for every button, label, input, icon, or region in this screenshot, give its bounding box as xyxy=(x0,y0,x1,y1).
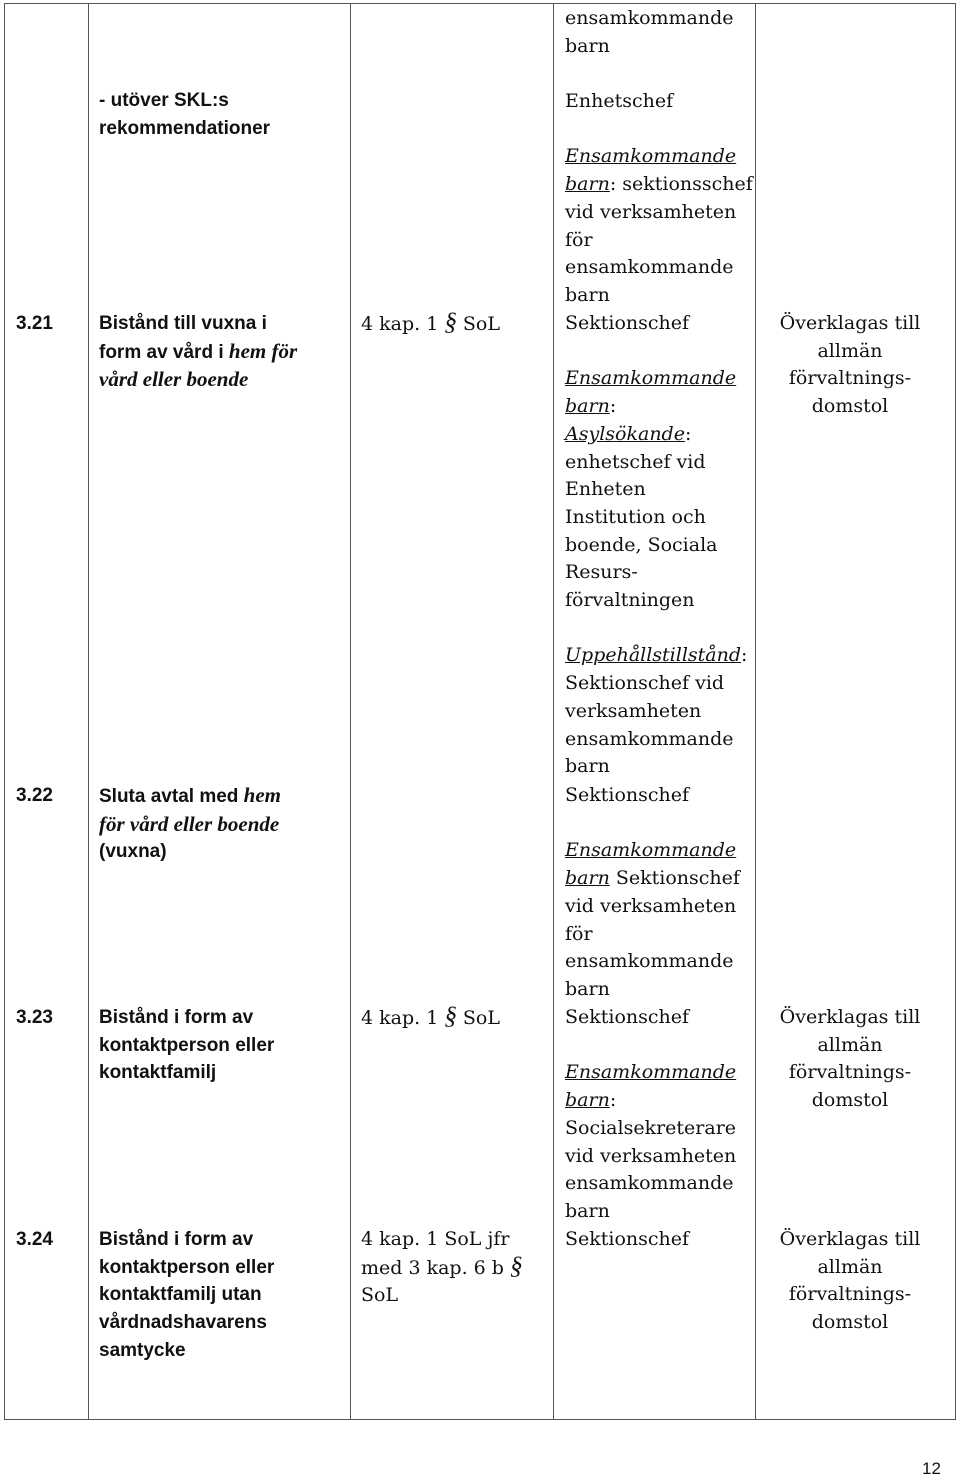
item-title: Bistånd i form av kontaktperson eller kontaktfamilj xyxy=(99,1007,275,1084)
continuation-note: - utöver SKL:s rekommendationer xyxy=(99,90,271,139)
law-reference: 4 kap. 1 SoL jfr med 3 kap. 6 b § SoL xyxy=(361,1228,523,1307)
page-number: 12 xyxy=(922,1459,941,1478)
section-sign-icon: § xyxy=(444,1003,457,1030)
column-divider xyxy=(755,4,756,1419)
item-number: 3.22 xyxy=(16,785,53,806)
law-reference: 4 kap. 1 § SoL xyxy=(361,309,500,336)
law-reference: 4 kap. 1 § SoL xyxy=(361,1003,500,1030)
section-sign-icon: § xyxy=(510,1252,523,1280)
item-number: 3.21 xyxy=(16,313,53,334)
column-divider xyxy=(88,4,89,1419)
delegate: Sektionschef Ensamkommande barn: Asylsökande: enhetschef vid Enheten Institution och boende, Sociala Resurs- förvaltningen Uppehållstillstånd: Sektionschef vid verksamheten ensamkommande barn xyxy=(565,312,748,778)
appeal-info: Överklagas till allmän förvaltnings- domstol xyxy=(779,312,921,418)
appeal-info: Överklagas till allmän förvaltnings- domstol xyxy=(779,1006,921,1112)
item-title: Bistånd i form av kontaktperson eller kontaktfamilj utan vårdnadshavarens samtycke xyxy=(99,1229,275,1361)
delegate-continuation: ensamkommande barn Enhetschef Ensamkommande barn: sektionsschef vid verksamheten för ensamkommande barn xyxy=(565,7,753,306)
delegate: Sektionschef Ensamkommande barn: Socialsekreterare vid verksamheten ensamkommande barn xyxy=(565,1006,737,1222)
appeal-info: Överklagas till allmän förvaltnings- domstol xyxy=(779,1228,921,1334)
column-divider xyxy=(553,4,554,1419)
delegate: Sektionschef xyxy=(565,1228,690,1250)
item-title: Bistånd till vuxna i form av vård i hem för vård eller boende xyxy=(99,313,298,392)
delegation-table xyxy=(4,3,956,1420)
item-title: Sluta avtal med hem för vård eller boende (vuxna) xyxy=(99,783,282,863)
section-sign-icon: § xyxy=(444,309,457,336)
item-number: 3.24 xyxy=(16,1229,53,1250)
column-divider xyxy=(350,4,351,1419)
item-number: 3.23 xyxy=(16,1007,53,1028)
delegate: Sektionschef Ensamkommande barn Sektionschef vid verksamheten för ensamkommande barn xyxy=(565,784,740,1000)
